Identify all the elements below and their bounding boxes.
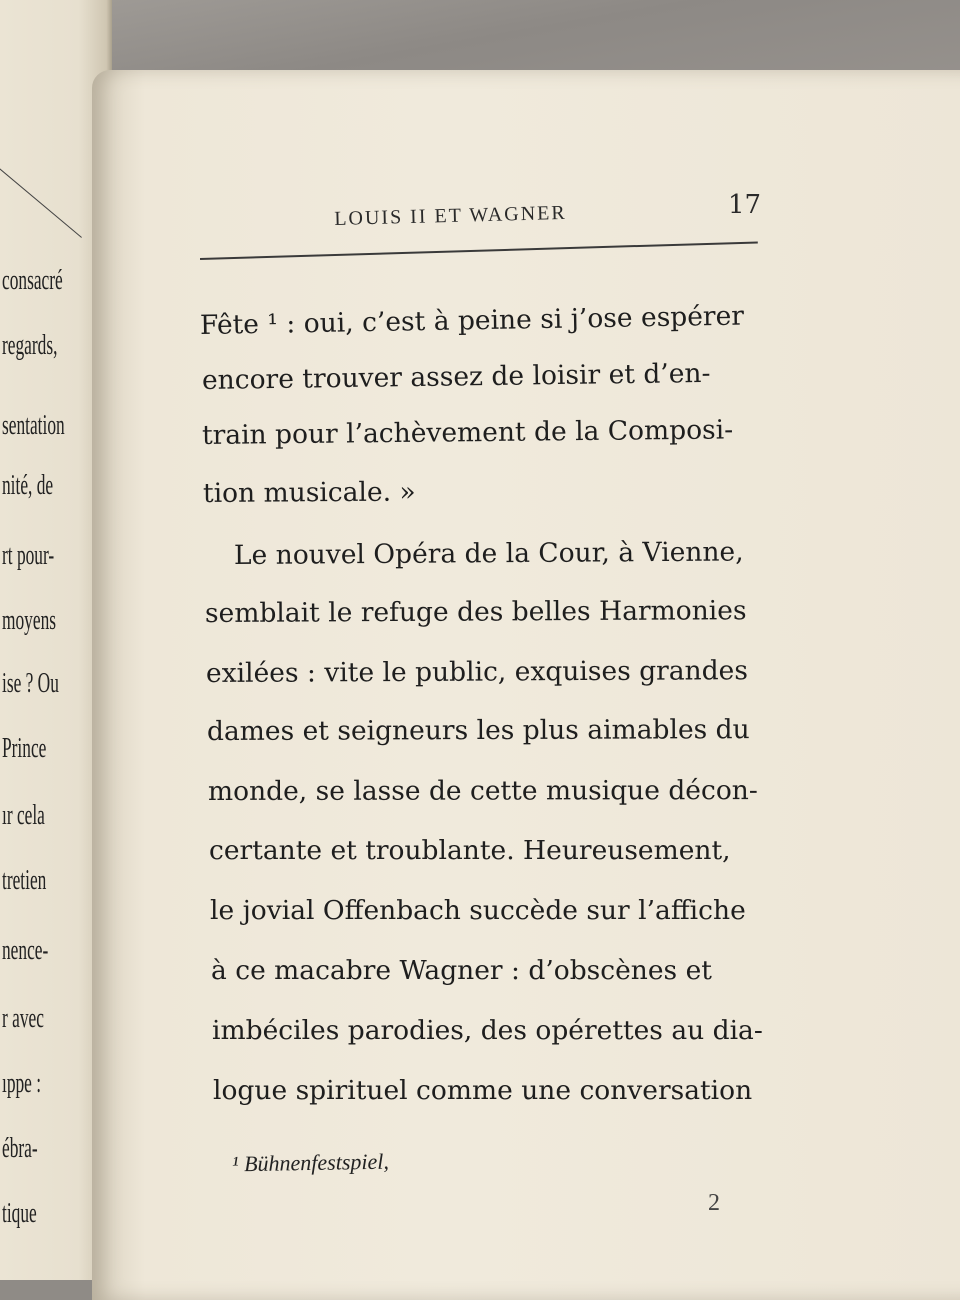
page-number: 17: [728, 190, 762, 220]
left-page-fragment: nité, de: [2, 470, 54, 501]
footnote: ¹ Bühnenfestspiel,: [231, 1148, 390, 1177]
body-line: tion musicale. »: [202, 476, 416, 509]
body-line: à ce macabre Wagner : d’obscènes et: [211, 955, 712, 986]
left-page-fragment: moyens: [2, 605, 57, 636]
left-page-fragment: sentation: [2, 410, 65, 441]
body-line: dames et seigneurs les plus aimables du: [206, 714, 750, 747]
body-line: exilées : vite le public, exquises grandes: [205, 655, 748, 689]
left-page-fragment: tretien: [2, 865, 47, 896]
body-line: encore trouver assez de loisir et d’en-: [201, 357, 711, 396]
body-line: monde, se lasse de cette musique décon-: [207, 775, 758, 807]
left-page-fragment: nence-: [2, 935, 49, 966]
left-page-rule: [0, 160, 82, 238]
left-page-fragment: ır cela: [2, 800, 45, 831]
body-line: Le nouvel Opéra de la Cour, à Vienne,: [233, 536, 744, 571]
left-page-fragment: tique: [2, 1198, 37, 1229]
left-page-fragment: Prince: [2, 733, 47, 764]
body-line: Fête ¹ : oui, c’est à peine si j’ose espérer: [199, 300, 745, 341]
body-line: imbéciles parodies, des opérettes au dia-: [212, 1015, 763, 1046]
body-line: logue spirituel comme une conversation: [213, 1075, 753, 1106]
left-page-fragment: ébra-: [2, 1133, 38, 1164]
left-page-fragment: rt pour-: [2, 540, 55, 571]
left-page-fragment: regards,: [2, 330, 58, 361]
body-line: certante et troublante. Heureusement,: [209, 835, 731, 866]
left-page-fragment: ise ? Ou: [2, 668, 59, 699]
left-page-fragment: ıppe :: [2, 1068, 42, 1099]
body-line: le jovial Offenbach succède sur l’affiche: [210, 895, 746, 926]
page-signature-mark: 2: [708, 1190, 720, 1216]
running-head: LOUIS II ET WAGNER: [334, 201, 567, 230]
body-line: semblait le refuge des belles Harmonies: [204, 595, 747, 629]
body-line: train pour l’achèvement de la Composi-: [201, 414, 734, 451]
left-page-fragment: consacré: [2, 265, 63, 296]
left-page-fragment: r avec: [2, 1003, 44, 1034]
